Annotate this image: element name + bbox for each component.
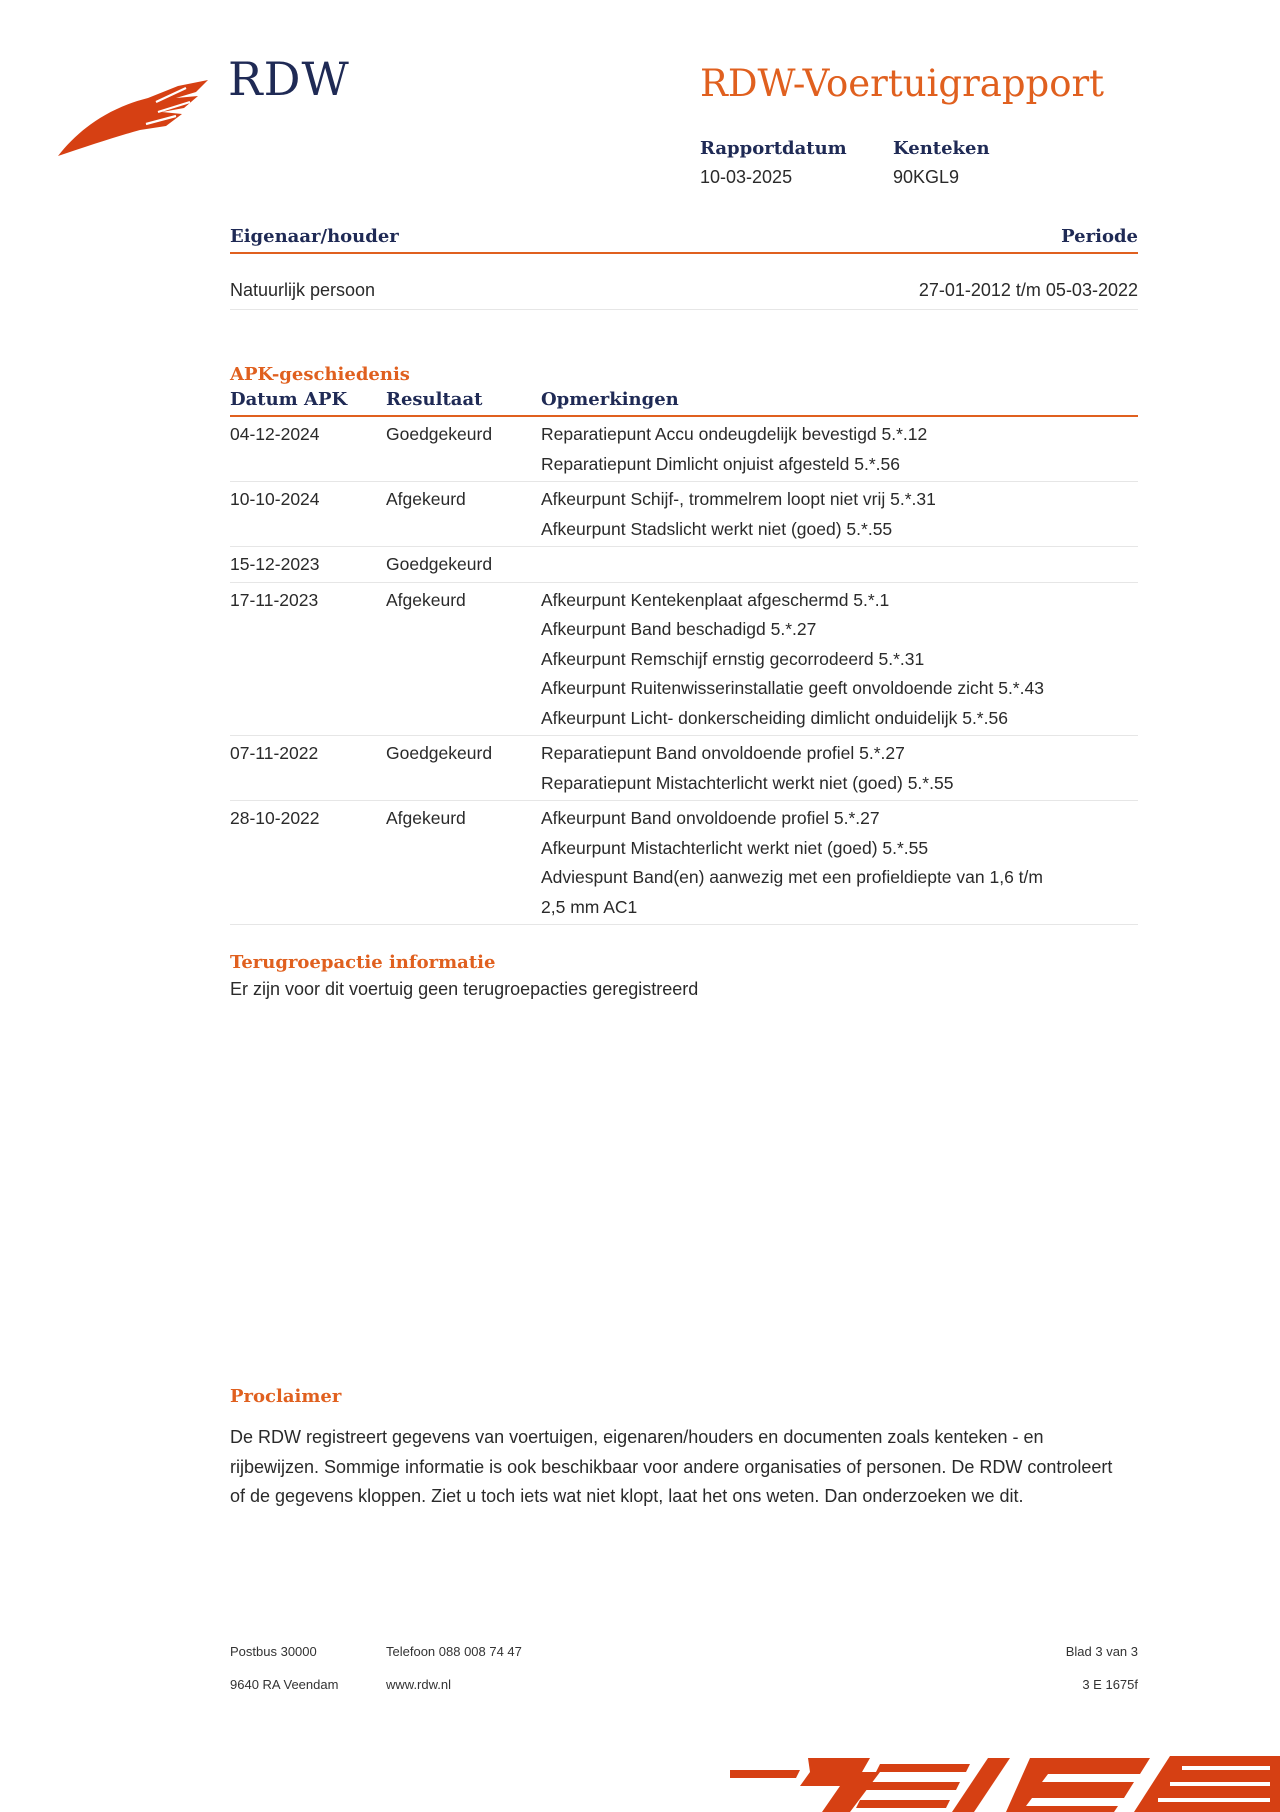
owner-column-header: Eigenaar/houder (230, 226, 399, 247)
footer-website-link[interactable]: www.rdw.nl (386, 1677, 452, 1692)
apk-remark-line: Reparatiepunt Band onvoldoende profiel 5.*.27 (541, 743, 905, 763)
apk-remarks (541, 586, 1138, 734)
apk-remark-line: Afkeurpunt Schijf-, trommelrem loopt niet vrij 5.*.31 (541, 489, 936, 509)
owner-period: 27-01-2012 t/m 05-03-2022 (918, 280, 1138, 300)
apk-history-title: APK-geschiedenis (230, 364, 410, 385)
apk-remark-line: 2,5 mm AC1 (541, 896, 638, 917)
rdw-stripes-mark-icon (730, 1752, 1280, 1812)
apk-remark-line: Afkeurpunt Ruitenwisserinstallatie geeft onvoldoende zicht 5.*.43 (541, 678, 1044, 698)
recall-text: Er zijn voor dit voertuig geen terugroepacties geregistreerd (230, 979, 699, 999)
proclaimer-section (230, 1386, 1138, 1512)
apk-remark-line: Reparatiepunt Dimlicht onjuist afgesteld 5.*.56 (541, 453, 900, 474)
footer-address-line-1: Postbus 30000 (230, 1644, 317, 1659)
apk-remark-line: Afkeurpunt Band onvoldoende profiel 5.*.27 (541, 808, 880, 828)
report-date-label: Rapportdatum (700, 138, 847, 159)
apk-remark-line: Reparatiepunt Mistachterlicht werkt niet (goed) 5.*.55 (541, 772, 954, 793)
apk-date: 17-11-2023 (230, 589, 319, 610)
owner-row (230, 280, 1138, 310)
recall-title: Terugroepactie informatie (230, 952, 496, 973)
plate-value: 90KGL9 (893, 167, 960, 187)
apk-row (230, 736, 1138, 801)
recall-section (230, 952, 1138, 1000)
apk-row (230, 583, 1138, 737)
apk-remarks (541, 420, 1138, 479)
apk-remark-line: Afkeurpunt Licht- donkerscheiding dimlicht onduidelijk 5.*.56 (541, 707, 1008, 728)
apk-row (230, 547, 1138, 583)
plate-label: Kenteken (893, 138, 990, 159)
apk-remarks (541, 550, 1138, 580)
apk-result: Afgekeurd (386, 589, 466, 610)
apk-date: 04-12-2024 (230, 424, 320, 444)
apk-remarks (541, 804, 1138, 922)
owner-table-header (230, 226, 1138, 254)
apk-remarks (541, 739, 1138, 798)
proclaimer-text: De RDW registreert gegevens van voertuigen, eigenaren/houders en documenten zoals kenteken - en rijbewijzen. Sommige informatie is ook beschikbaar voor andere organisaties of personen. De RDW controleert of de gegevens kloppen. Ziet u toch iets wat niet klopt, laat het ons weten. Dan onderzoeken we dit. (230, 1427, 1113, 1506)
report-date-value: 10-03-2025 (700, 167, 793, 187)
apk-result: Afgekeurd (386, 489, 466, 509)
proclaimer-title: Proclaimer (230, 1386, 342, 1407)
apk-result: Goedgekeurd (386, 743, 493, 763)
apk-result: Goedgekeurd (386, 424, 493, 444)
apk-result: Afgekeurd (386, 808, 466, 828)
report-title: RDW-Voertuigrapport (700, 62, 1105, 105)
logo-text: RDW (228, 52, 350, 106)
apk-remark-line: Adviespunt Band(en) aanwezig met een profieldiepte van 1,6 t/m (541, 867, 1043, 887)
apk-remark-line: Afkeurpunt Band beschadigd 5.*.27 (541, 619, 817, 639)
apk-table-body (230, 417, 1138, 925)
apk-result: Goedgekeurd (386, 554, 493, 574)
rdw-wing-logo-icon (58, 78, 208, 160)
period-column-header: Periode (1061, 226, 1138, 247)
footer-address-line-2: 9640 RA Veendam (230, 1677, 339, 1692)
owner-type: Natuurlijk persoon (230, 280, 376, 300)
apk-row (230, 801, 1138, 925)
apk-remark-line: Afkeurpunt Stadslicht werkt niet (goed) 5.*.55 (541, 518, 893, 539)
apk-remark-line: Afkeurpunt Mistachterlicht werkt niet (goed) 5.*.55 (541, 837, 929, 858)
apk-remark-line: Afkeurpunt Kentekenplaat afgeschermd 5.*.1 (541, 589, 890, 610)
apk-date-header: Datum APK (230, 389, 348, 410)
apk-remarks-header: Opmerkingen (541, 389, 679, 410)
owner-table (230, 226, 1138, 310)
apk-date: 28-10-2022 (230, 808, 320, 828)
footer-document-code: 3 E 1675f (1082, 1677, 1138, 1692)
apk-date: 10-10-2024 (230, 489, 320, 509)
apk-date: 15-12-2023 (230, 554, 320, 574)
apk-result-header: Resultaat (386, 389, 483, 410)
apk-history-section (230, 364, 1138, 925)
apk-row (230, 417, 1138, 482)
apk-remarks (541, 485, 1138, 544)
apk-row (230, 482, 1138, 547)
footer-page-number: Blad 3 van 3 (1065, 1644, 1138, 1659)
apk-remark-line: Reparatiepunt Accu ondeugdelijk bevestigd 5.*.12 (541, 424, 928, 444)
apk-table-header (230, 389, 1138, 417)
apk-remark-line: Afkeurpunt Remschijf ernstig gecorrodeerd 5.*.31 (541, 648, 925, 669)
footer-phone: Telefoon 088 008 74 47 (386, 1644, 522, 1659)
apk-date: 07-11-2022 (230, 743, 319, 763)
